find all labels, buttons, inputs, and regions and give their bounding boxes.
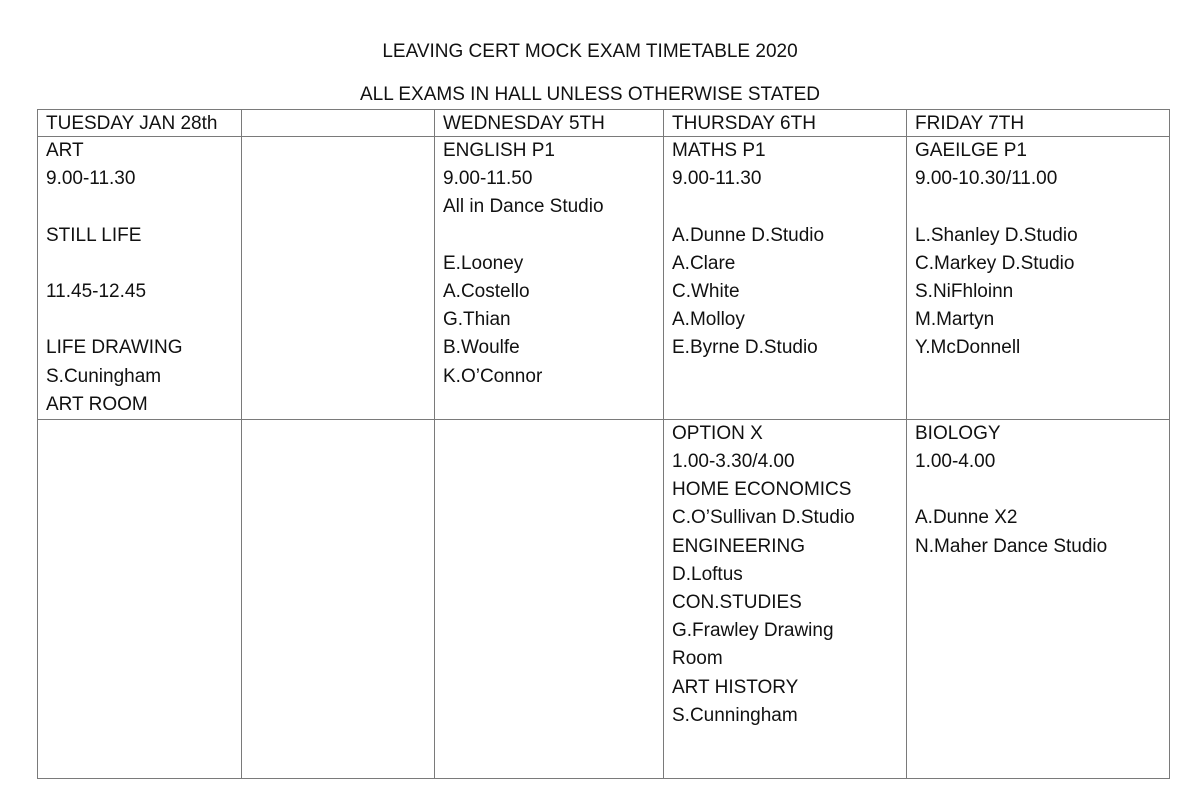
cell-line: All in Dance Studio	[443, 196, 604, 218]
column-header-friday: FRIDAY 7TH	[907, 110, 1170, 137]
cell-line	[915, 193, 1169, 221]
cell-line: K.O’Connor	[443, 365, 543, 387]
cell-line: 1.00-3.30/4.00	[672, 451, 795, 473]
cell-line: ENGLISH P1	[443, 140, 555, 161]
timetable-grid	[37, 109, 1170, 779]
cell-line: 9.00-10.30/11.00	[915, 168, 1058, 190]
cell-line: ENGINEERING	[672, 535, 806, 557]
cell-line: A.Molloy	[672, 309, 745, 331]
cell-r0-c3	[664, 137, 907, 420]
cell-line: B.Woulfe	[443, 337, 520, 359]
cell-line: ART ROOM	[46, 393, 148, 415]
cell-r0-c2	[435, 137, 664, 420]
cell-r0-c0	[38, 137, 242, 420]
cell-line: M.Martyn	[915, 309, 995, 331]
cell-line	[915, 476, 1169, 504]
cell-line: C.O’Sullivan D.Studio	[672, 507, 855, 529]
cell-line: A.Dunne X2	[915, 507, 1018, 529]
timetable-subtitle: ALL EXAMS IN HALL UNLESS OTHERWISE STATED	[360, 84, 820, 105]
cell-line: ART HISTORY	[672, 676, 799, 698]
cell-line: E.Byrne D.Studio	[672, 337, 818, 359]
timetable-title: LEAVING CERT MOCK EXAM TIMETABLE 2020	[382, 41, 798, 62]
cell-line: N.Maher Dance Studio	[915, 535, 1108, 557]
cell-r1-c4	[907, 419, 1170, 778]
cell-line: GAEILGE P1	[915, 140, 1027, 161]
cell-line: OPTION X	[672, 422, 763, 444]
cell-line	[443, 222, 663, 250]
cell-r1-c2	[435, 419, 664, 778]
cell-line: S.Cunningham	[672, 704, 798, 726]
column-header-thursday: THURSDAY 6TH	[664, 110, 907, 137]
cell-line: HOME ECONOMICS	[672, 479, 852, 501]
cell-line: 9.00-11.30	[46, 168, 136, 190]
cell-line	[46, 193, 241, 221]
cell-r0-c4	[907, 137, 1170, 420]
cell-line: BIOLOGY	[915, 422, 1001, 444]
cell-r0-c1	[242, 137, 435, 420]
cell-r1-c1	[242, 419, 435, 778]
cell-line	[46, 306, 241, 334]
cell-line: A.Dunne D.Studio	[672, 224, 825, 246]
cell-r1-c0	[38, 419, 242, 778]
cell-line: 9.00-11.30	[672, 168, 762, 190]
cell-line: G.Thian	[443, 309, 511, 331]
cell-line: L.Shanley D.Studio	[915, 224, 1078, 246]
cell-line: E.Looney	[443, 252, 524, 274]
cell-line: 11.45-12.45	[46, 280, 147, 302]
cell-line	[46, 250, 241, 278]
column-header-wednesday: WEDNESDAY 5TH	[435, 110, 664, 137]
cell-line: S.Cuningham	[46, 365, 162, 387]
header-row	[38, 110, 1170, 137]
cell-line: A.Costello	[443, 280, 530, 302]
cell-line: C.Markey D.Studio	[915, 252, 1075, 274]
cell-line: S.NiFhloinn	[915, 280, 1014, 302]
column-header-tuesday: TUESDAY JAN 28th	[38, 110, 242, 137]
cell-line: C.White	[672, 280, 740, 302]
cell-line: 9.00-11.50	[443, 168, 533, 190]
cell-line: D.Loftus	[672, 563, 743, 585]
cell-r1-c3	[664, 419, 907, 778]
cell-line: MATHS P1	[672, 140, 766, 161]
cell-line: CON.STUDIES	[672, 592, 802, 613]
column-header-blank	[242, 110, 435, 137]
cell-line: Room	[672, 648, 723, 670]
cell-line: Y.McDonnell	[915, 337, 1021, 359]
cell-line: ART	[46, 140, 84, 161]
cell-line: STILL LIFE	[46, 224, 142, 246]
afternoon-row	[38, 419, 1170, 778]
cell-line: 1.00-4.00	[915, 451, 996, 473]
cell-line: A.Clare	[672, 252, 736, 274]
morning-row	[38, 137, 1170, 420]
cell-line: LIFE DRAWING	[46, 337, 183, 359]
cell-line	[672, 193, 906, 221]
cell-line: G.Frawley Drawing	[672, 620, 834, 642]
